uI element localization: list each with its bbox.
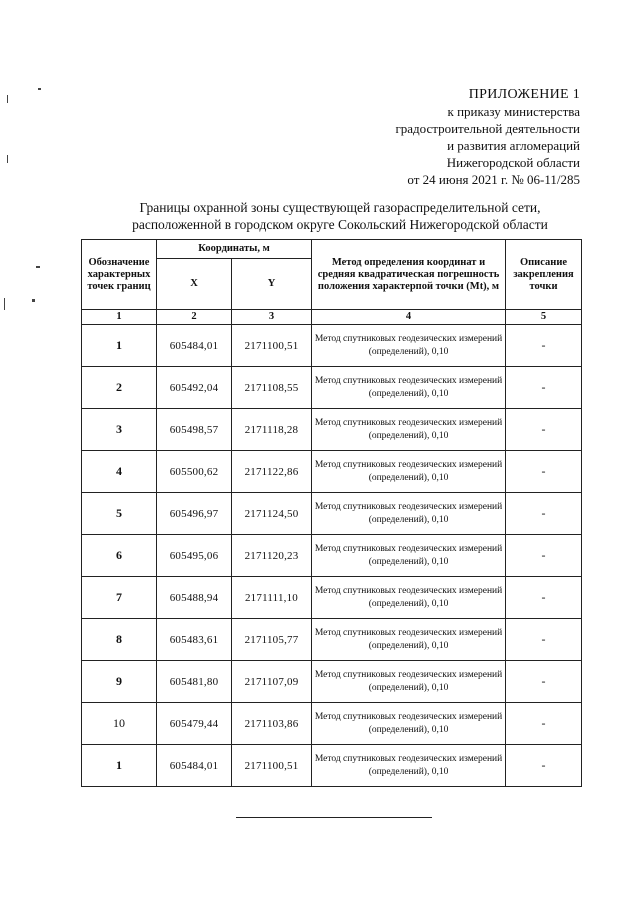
method-cell: Метод спутниковых геодезических измерений (определений), 0,10	[312, 451, 506, 493]
table-row	[82, 325, 582, 367]
table-row	[82, 493, 582, 535]
method-cell: Метод спутниковых геодезических измерений (определений), 0,10	[312, 367, 506, 409]
method-cell: Метод спутниковых геодезических измерений (определений), 0,10	[312, 325, 506, 367]
method-cell: Метод спутниковых геодезических измерений (определений), 0,10	[312, 619, 506, 661]
table-row	[82, 577, 582, 619]
coord-y: 2171122,86	[232, 451, 312, 493]
document-title	[60, 199, 620, 233]
annex-header	[280, 86, 580, 188]
header-x: X	[157, 259, 232, 310]
point-number: 1	[82, 325, 157, 367]
header-description: Описание закрепления точки	[506, 240, 582, 310]
annex-line: Нижегородской области	[446, 155, 580, 170]
column-number: 4	[312, 310, 506, 325]
point-number: 1	[82, 745, 157, 787]
coord-x: 605484,01	[157, 325, 232, 367]
description-cell: -	[506, 451, 582, 493]
coord-y: 2171105,77	[232, 619, 312, 661]
table-row	[82, 661, 582, 703]
header-coordinates: Координаты, м	[157, 240, 312, 259]
description-cell: -	[506, 493, 582, 535]
coord-y: 2171103,86	[232, 703, 312, 745]
table-row	[82, 451, 582, 493]
scan-speck	[4, 298, 5, 310]
point-number: 9	[82, 661, 157, 703]
method-cell: Метод спутниковых геодезических измерений (определений), 0,10	[312, 535, 506, 577]
column-number: 1	[82, 310, 157, 325]
annex-order-date: от 24 июня 2021 г. № 06-11/285	[407, 172, 580, 187]
scan-speck	[38, 88, 41, 90]
method-cell: Метод спутниковых геодезических измерений (определений), 0,10	[312, 745, 506, 787]
signature-line	[236, 817, 432, 818]
scan-speck	[7, 95, 8, 103]
header-designation: Обозначение характерных точек границ	[82, 240, 157, 310]
coord-y: 2171100,51	[232, 325, 312, 367]
description-cell: -	[506, 409, 582, 451]
description-cell: -	[506, 745, 582, 787]
scan-speck	[32, 299, 35, 302]
method-cell: Метод спутниковых геодезических измерений (определений), 0,10	[312, 409, 506, 451]
table-row	[82, 367, 582, 409]
coord-y: 2171108,55	[232, 367, 312, 409]
coord-y: 2171107,09	[232, 661, 312, 703]
table-row	[82, 703, 582, 745]
point-number: 5	[82, 493, 157, 535]
header-method: Метод определения координат и средняя квадратическая погрешность положения характерпой точки (Mt), м	[312, 240, 506, 310]
table-row	[82, 409, 582, 451]
description-cell: -	[506, 661, 582, 703]
header-y: Y	[232, 259, 312, 310]
method-cell: Метод спутниковых геодезических измерений (определений), 0,10	[312, 703, 506, 745]
column-number: 5	[506, 310, 582, 325]
coord-y: 2171124,50	[232, 493, 312, 535]
point-number: 4	[82, 451, 157, 493]
scan-speck	[7, 155, 8, 163]
description-cell: -	[506, 577, 582, 619]
coord-x: 605500,62	[157, 451, 232, 493]
boundary-points-table	[81, 239, 582, 787]
table-row	[82, 535, 582, 577]
coord-x: 605481,80	[157, 661, 232, 703]
point-number: 8	[82, 619, 157, 661]
coord-x: 605498,57	[157, 409, 232, 451]
point-number: 6	[82, 535, 157, 577]
table-row	[82, 745, 582, 787]
document-title-line: Границы охранной зоны существующей газораспределительной сети,	[139, 200, 541, 215]
coord-x: 605492,04	[157, 367, 232, 409]
description-cell: -	[506, 619, 582, 661]
description-cell: -	[506, 367, 582, 409]
coord-y: 2171100,51	[232, 745, 312, 787]
annex-title: ПРИЛОЖЕНИЕ 1	[468, 87, 580, 102]
point-number: 7	[82, 577, 157, 619]
method-cell: Метод спутниковых геодезических измерений (определений), 0,10	[312, 493, 506, 535]
coord-x: 605495,06	[157, 535, 232, 577]
coord-x: 605479,44	[157, 703, 232, 745]
coord-x: 605488,94	[157, 577, 232, 619]
coord-y: 2171118,28	[232, 409, 312, 451]
coord-x: 605483,61	[157, 619, 232, 661]
annex-line: к приказу министерства	[447, 104, 580, 119]
table-row	[82, 619, 582, 661]
description-cell: -	[506, 535, 582, 577]
point-number: 10	[82, 703, 157, 745]
description-cell: -	[506, 325, 582, 367]
document-title-line: расположенной в городском округе Сокольский Нижегородской области	[132, 217, 548, 232]
coord-x: 605496,97	[157, 493, 232, 535]
coord-x: 605484,01	[157, 745, 232, 787]
coord-y: 2171111,10	[232, 577, 312, 619]
point-number: 2	[82, 367, 157, 409]
point-number: 3	[82, 409, 157, 451]
method-cell: Метод спутниковых геодезических измерений (определений), 0,10	[312, 577, 506, 619]
method-cell: Метод спутниковых геодезических измерений (определений), 0,10	[312, 661, 506, 703]
column-number: 3	[232, 310, 312, 325]
annex-line: градостроительной деятельности	[395, 121, 580, 136]
annex-line: и развития агломераций	[447, 138, 580, 153]
coord-y: 2171120,23	[232, 535, 312, 577]
scan-speck	[36, 266, 40, 268]
column-number: 2	[157, 310, 232, 325]
description-cell: -	[506, 703, 582, 745]
